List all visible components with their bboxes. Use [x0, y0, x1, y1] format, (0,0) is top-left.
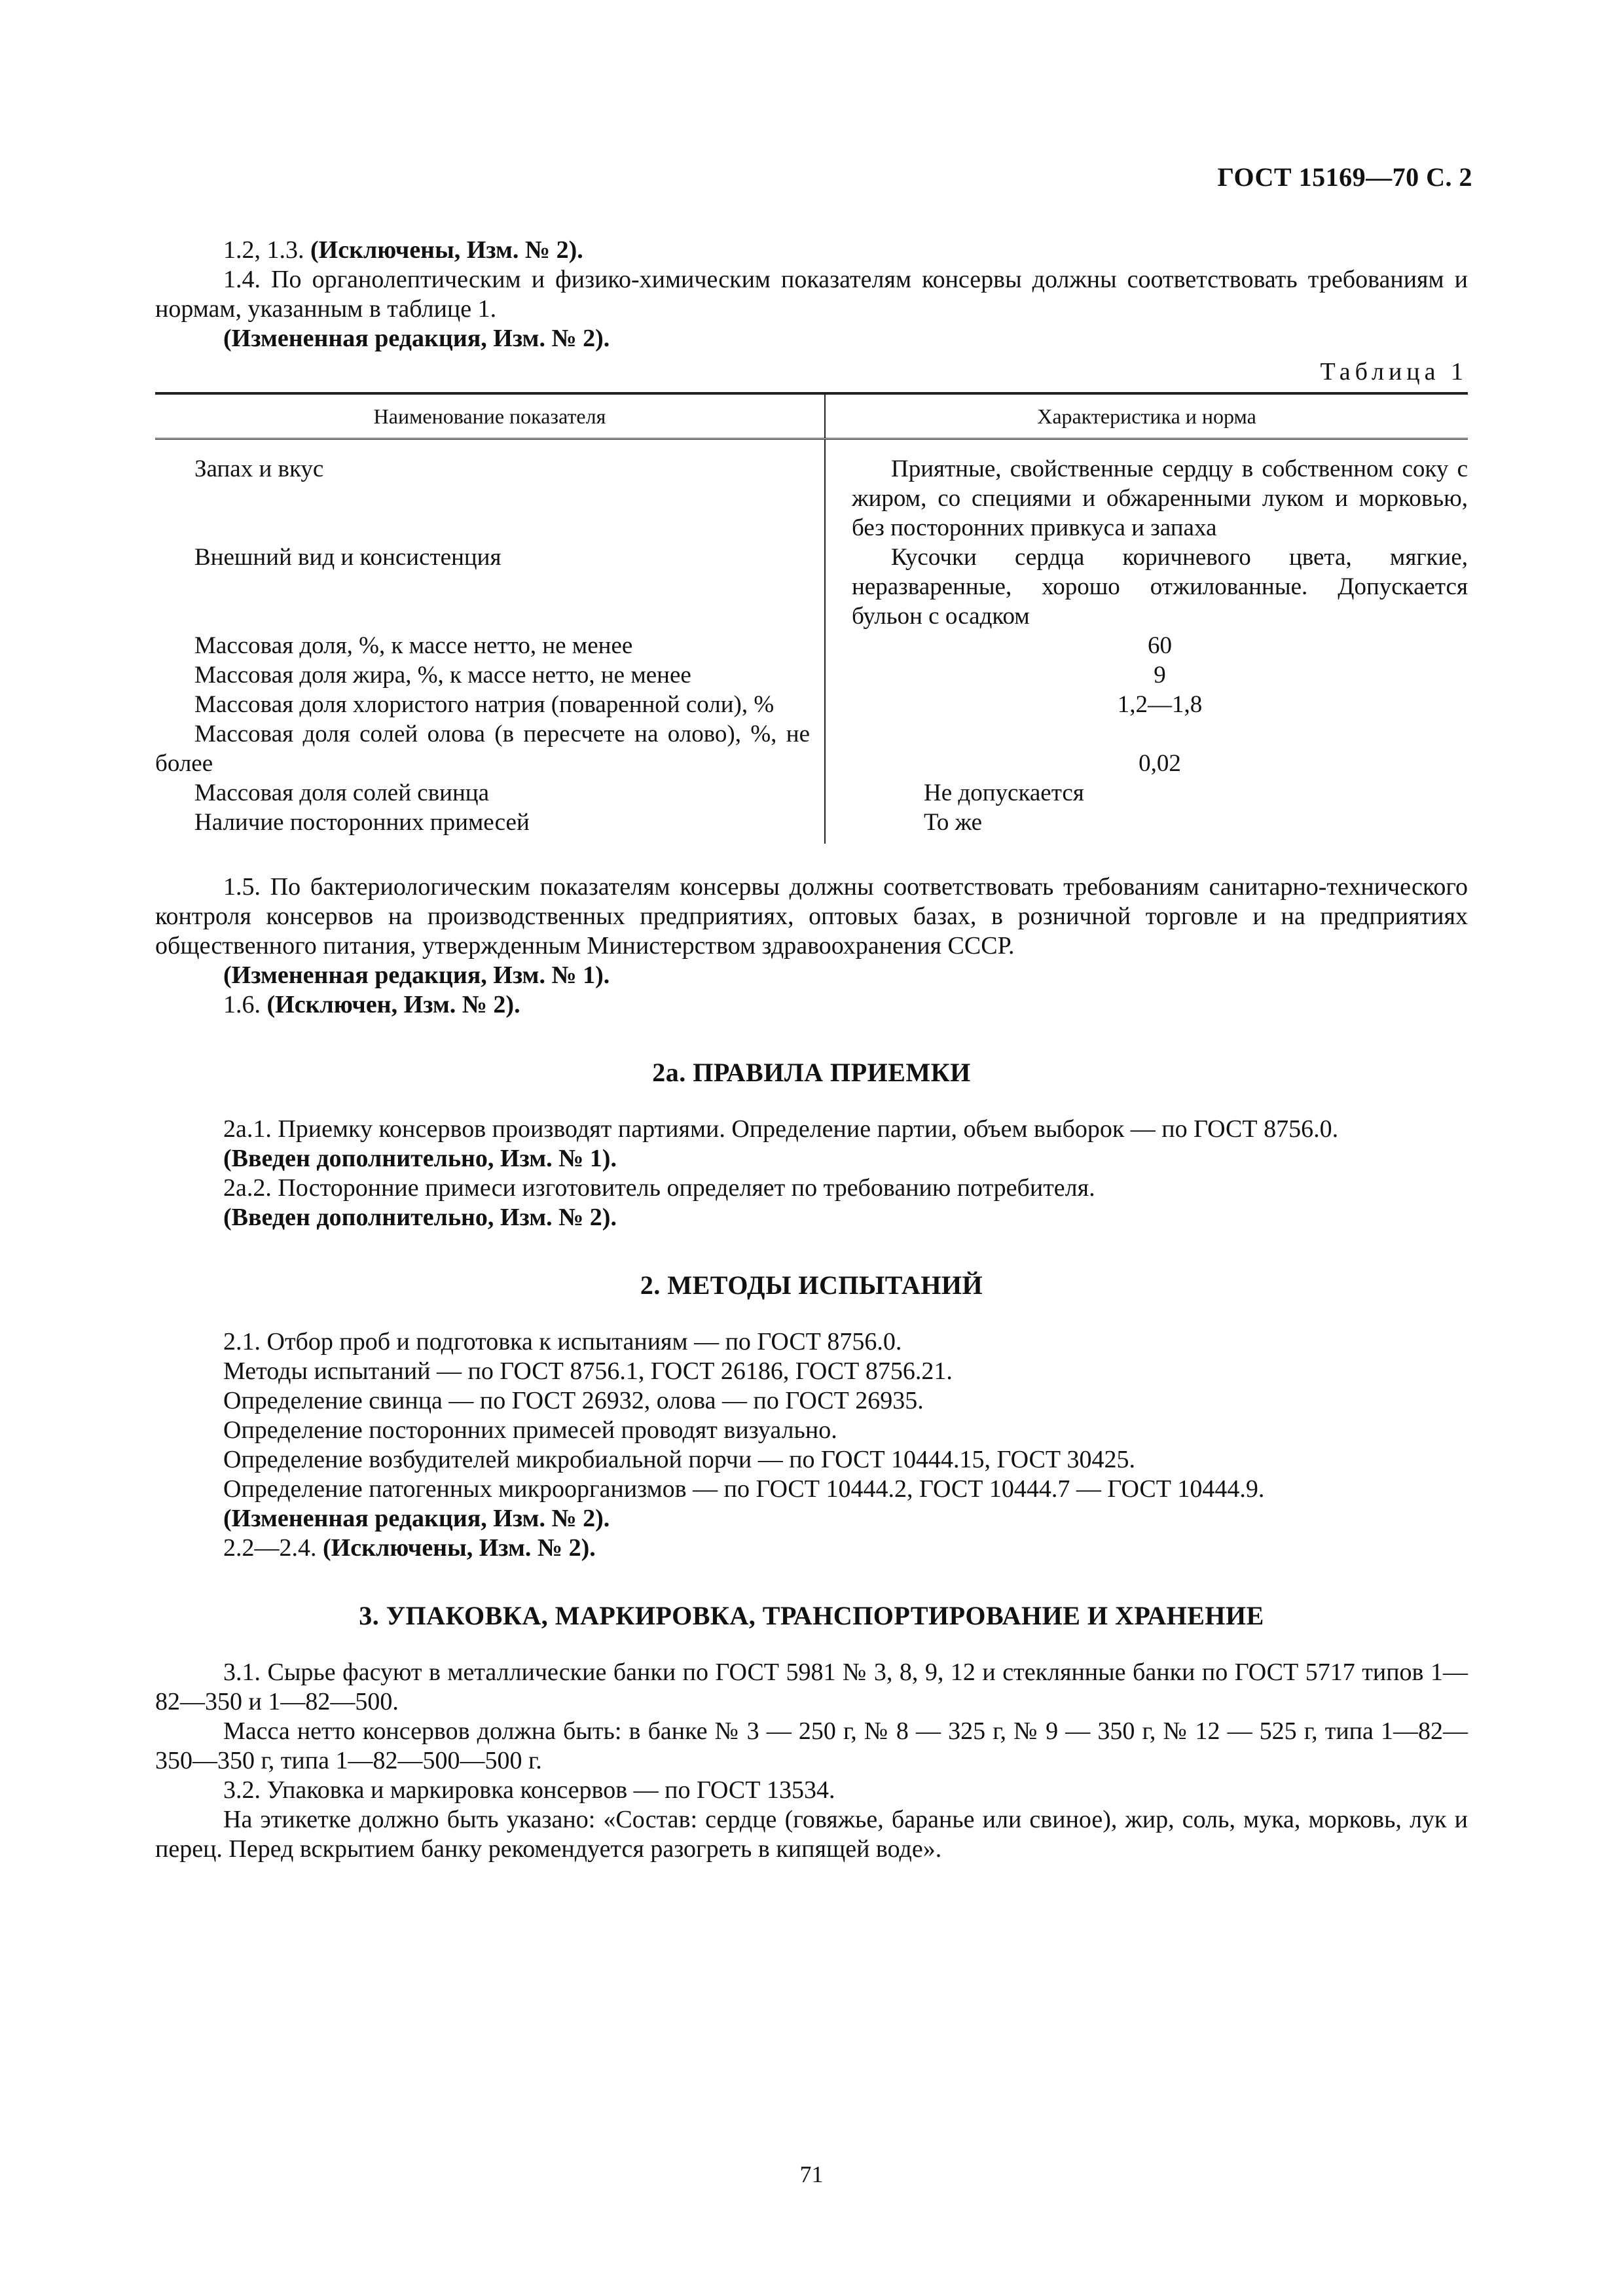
indicator-value: 1,2—1,8: [1117, 691, 1203, 718]
table-row: [155, 690, 1468, 719]
indicator-name: Массовая доля жира, %, к массе нетто, не менее: [194, 662, 691, 689]
indicator-value: Приятные, свойственные сердцу в собственном соку с жиром, со специями и обжаренными луком и морковью, без посторонних привкуса и запаха: [852, 456, 1468, 541]
clause-1-2-status: (Исключены, Изм. № 2).: [310, 236, 583, 264]
clause-1-2: [155, 236, 1468, 265]
clause-2-note: (Измененная редакция, Изм. № 2).: [223, 1505, 610, 1532]
clause-3-2: 3.2. Упаковка и маркировка консервов — по ГОСТ 13534.: [223, 1776, 835, 1804]
column-header-norm: Характеристика и норма: [825, 393, 1468, 439]
clause-2-2-status: (Исключены, Изм. № 2).: [323, 1534, 596, 1562]
running-header: ГОСТ 15169—70 С. 2: [1217, 162, 1472, 192]
indicator-name: Массовая доля солей олова (в пересчете на олово), %, не более: [155, 721, 810, 777]
clause-1-6: [155, 990, 1468, 1020]
table-row: [155, 543, 1468, 631]
clause-1-4: 1.4. По органолептическим и физико-химическим показателям консервы должны соответствовать требованиям и нормам, указанным в таблице 1.: [155, 266, 1468, 323]
clause-1-6-number: 1.6.: [223, 991, 267, 1018]
clause-1-4-note: (Измененная редакция, Изм. № 2).: [223, 325, 610, 352]
table-row: [155, 631, 1468, 660]
indicator-value: 0,02: [1139, 750, 1181, 777]
section-2a-title: 2а. ПРАВИЛА ПРИЕМКИ: [652, 1058, 971, 1087]
clause-2-2: [155, 1534, 1468, 1563]
clause-2-line: Определение возбудителей микробиальной порчи — по ГОСТ 10444.15, ГОСТ 30425.: [223, 1446, 1136, 1473]
indicator-value: Не допускается: [924, 780, 1084, 806]
table-row: [155, 439, 1468, 543]
table-row: [155, 719, 1468, 778]
clause-2-1: 2.1. Отбор проб и подготовка к испытаниям — по ГОСТ 8756.0.: [223, 1328, 902, 1355]
indicator-name: Массовая доля, %, к массе нетто, не менее: [194, 632, 633, 659]
clause-2a-1-note: (Введен дополнительно, Изм. № 1).: [223, 1145, 617, 1172]
page-number: 71: [799, 2161, 824, 2187]
indicator-value: 9: [1154, 662, 1166, 689]
indicator-value: 60: [1148, 632, 1172, 659]
clause-2-line: Определение свинца — по ГОСТ 26932, олова — по ГОСТ 26935.: [223, 1387, 924, 1414]
section-2-title: 2. МЕТОДЫ ИСПЫТАНИЙ: [640, 1270, 983, 1300]
clause-2-line: Методы испытаний — по ГОСТ 8756.1, ГОСТ 26186, ГОСТ 8756.21.: [223, 1357, 953, 1385]
indicator-value: То же: [924, 809, 983, 836]
indicator-name: Массовая доля солей свинца: [194, 780, 489, 806]
clause-1-2-number: 1.2, 1.3.: [223, 236, 310, 264]
column-header-indicator: Наименование показателя: [155, 393, 825, 439]
clause-3-1-mass: Масса нетто консервов должна быть: в банке № 3 — 250 г, № 8 — 325 г, № 9 — 350 г, № 12 — 525 г, типа 1—82—350—350 г, типа 1—82—500—500 г.: [155, 1717, 1468, 1774]
indicator-name: Массовая доля хлористого натрия (поваренной соли), %: [194, 691, 775, 718]
clause-2-line: Определение патогенных микроорганизмов — по ГОСТ 10444.2, ГОСТ 10444.7 — ГОСТ 10444.9.: [223, 1475, 1265, 1503]
clause-2-line: Определение посторонних примесей проводят визуально.: [223, 1416, 837, 1444]
clause-3-2-label: На этикетке должно быть указано: «Состав: сердце (говяжье, баранье или свиное), жир, соль, мука, морковь, лук и перец. Перед вскрытием банку рекомендуется разогреть в кипящей воде».: [155, 1806, 1468, 1863]
indicator-name: Запах и вкус: [194, 456, 324, 482]
table-header-row: [155, 393, 1468, 439]
clause-2-2-number: 2.2—2.4.: [223, 1534, 323, 1562]
clause-1-6-status: (Исключен, Изм. № 2).: [266, 991, 520, 1018]
clause-1-5-note: (Измененная редакция, Изм. № 1).: [223, 961, 610, 989]
clause-1-5: 1.5. По бактериологическим показателям консервы должны соответствовать требованиям санитарно-технического контроля консервов на производственных предприятиях, оптовых базах, в розничной торговле и на предприятиях общественного питания, утвержденным Министерством здравоохранения СССР.: [155, 873, 1468, 960]
table-row: [155, 778, 1468, 808]
indicator-name: Внешний вид и консистенция: [194, 544, 501, 571]
indicators-table: [155, 392, 1468, 844]
clause-2a-2-note: (Введен дополнительно, Изм. № 2).: [223, 1204, 617, 1231]
table-caption: Таблица 1: [1320, 358, 1468, 386]
section-3-title: 3. УПАКОВКА, МАРКИРОВКА, ТРАНСПОРТИРОВАНИЕ И ХРАНЕНИЕ: [359, 1601, 1264, 1630]
table-row: [155, 660, 1468, 690]
page-content: [155, 236, 1468, 1864]
clause-3-1: 3.1. Сырье фасуют в металлические банки по ГОСТ 5981 № 3, 8, 9, 12 и стеклянные банки по ГОСТ 5717 типов 1—82—350 и 1—82—500.: [155, 1659, 1468, 1715]
indicator-name: Наличие посторонних примесей: [194, 809, 530, 836]
indicator-value: Кусочки сердца коричневого цвета, мягкие, неразваренные, хорошо отжилованные. Допускается бульон с осадком: [852, 544, 1468, 630]
clause-2a-1: 2а.1. Приемку консервов производят партиями. Определение партии, объем выборок — по ГОСТ 8756.0.: [223, 1115, 1339, 1143]
table-row: [155, 808, 1468, 844]
clause-2a-2: 2а.2. Посторонние примеси изготовитель определяет по требованию потребителя.: [223, 1174, 1095, 1202]
